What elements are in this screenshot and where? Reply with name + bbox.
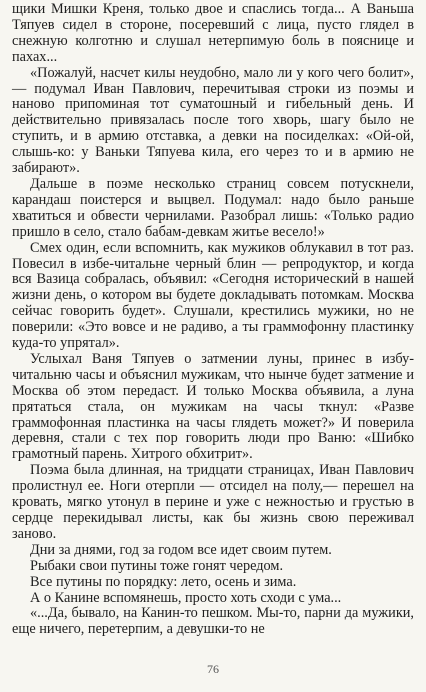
verse-line: Рыбаки свои путины тоже гонят чередом. (30, 557, 284, 574)
paragraph: щики Мишки Креня, только двое и спаслись тогда... А Ваньша Тяпуев сидел в стороне, посеревший с лица, пусто глядел в снежную колготню и слушал нетерпимую боль в пояснице и пахах... (12, 1, 414, 65)
paragraph: Услыхал Ваня Тяпуев о затмении луны, принес в избу-читальню часы и объяснил мужикам, что нынче будет затмение и Москва об этом передаст. И только Москва объявила, а луна прятаться стала, он мужикам на часы ткнул: «Разве граммофонная пластинка на часы глядеть может?» И поверила деревня, стали с тех пор говорить люди про Ваню: «Шибко грамотный парень. Хитрого обхитрит». (12, 350, 414, 463)
verse-line: Все путины по порядку: лето, осень и зима. (30, 573, 297, 590)
page-text (12, 2, 414, 638)
paragraph: «...Да, бывало, на Канин-то пешком. Мы-то, парни да мужики, еще ничего, перетерпим, а девушки-то не (12, 605, 414, 638)
verse-line: А о Канине вспомянешь, просто хоть сходи с ума... (30, 589, 342, 606)
paragraph: Дальше в поэме несколько страниц совсем потускнели, карандаш поистерся и выцвел. Подумал: надо было раньше хватиться и обвести чернилами. Разобрал лишь: «Только радио пришло в село, стало бабам-девкам житье весело!» (12, 175, 414, 240)
page-number: 76 (207, 662, 219, 676)
paragraph: Поэма была длинная, на тридцати страницах, Иван Павлович пролистнул ее. Ноги отерпли — отсидел на полу,— перешел на кровать, мягко утонул в перине и уже с нежностью и грустью в сердце перекидывал листы, как бы жизнь свою переживал заново. (12, 462, 414, 542)
paragraph: «Пожалуй, насчет килы неудобно, мало ли у кого чего болит»,— подумал Иван Павлович, перечитывая строки из поэмы и наново припоминая тот суматошный и гибельный день. И действительно привязалась после того хворь, шагу было не ступить, и в армию отставка, а девки на посиделках: «Ой-ой, слышь-ко: у Ваньки Тяпуева кила, его через то и в армию не забирают». (12, 64, 414, 177)
paragraph: Смех один, если вспомнить, как мужиков облукавил в тот раз. Повесил в избе-читальне черный блин — репродуктор, и когда вся Вазица собралась, объявил: «Сегодня исторический в нашей жизни день, о котором вы будете докладывать потомкам. Москва сейчас говорить будет». Слушали, крестились мужики, но не поверили: «Это вовсе и не радиво, а ты граммофонну пластинку куда-то упрятал». (12, 239, 414, 352)
verse-line: Дни за днями, год за годом все идет своим путем. (30, 541, 332, 558)
